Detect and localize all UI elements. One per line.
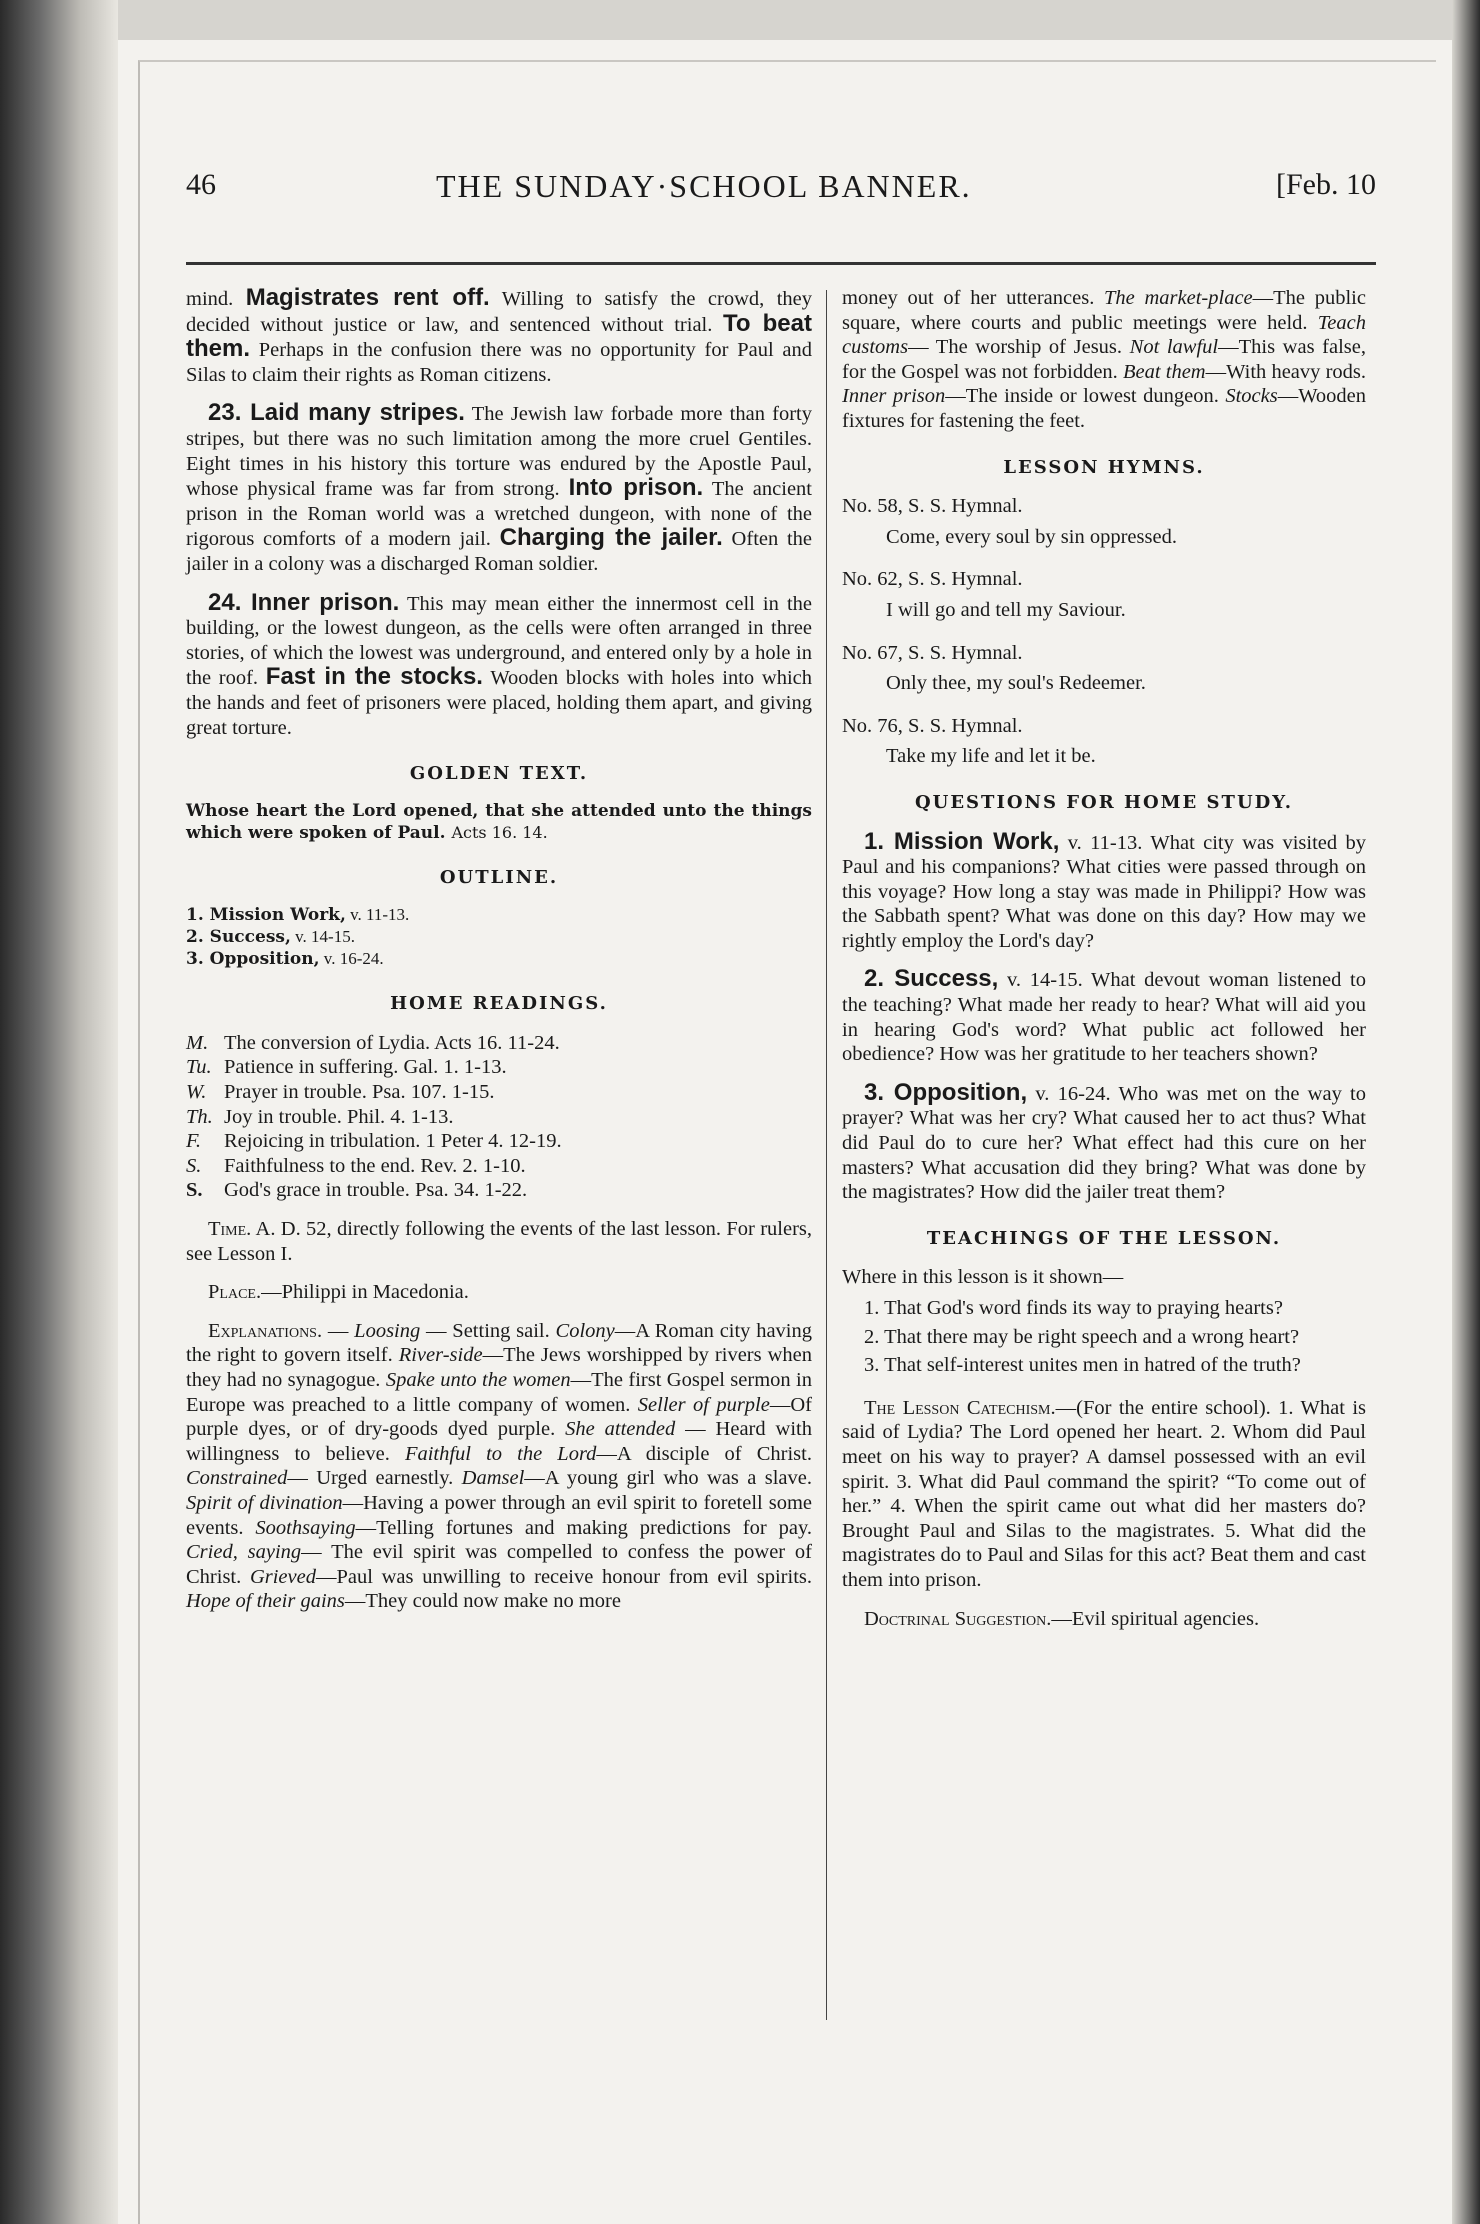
gloss-term: Beat them [1123,360,1206,383]
outline-heading: OUTLINE. [439,866,559,888]
question-block [842,1078,1366,1205]
doctrinal-label: Doctrinal Suggestion. [864,1607,1052,1630]
gloss-definition: —A young girl who was a slave. [524,1467,812,1490]
verse-heading: Magistrates rent off. [245,284,490,311]
column-divider [826,290,827,2020]
reading-row [186,1154,812,1179]
gloss-definition: —The inside or lowest dungeon. [945,385,1226,408]
hymn-title: Come, every soul by sin oppressed. [886,525,1177,548]
question-ref: v. 11-13. [1059,831,1143,854]
verse-heading: Fast in the stocks. [265,663,483,691]
gloss-definition: — Urged earnestly. [287,1467,462,1490]
reading-row [186,1055,812,1080]
text-run: Wooden blocks with holes into which the hands and feet of prisoners were placed, holding them apart, and giving great torture. [186,667,813,739]
doctrinal-text: —Evil spiritual agencies. [1051,1607,1260,1630]
text-run: This may mean either the innermost cell in the building, or the lowest dungeon, as the cells were often arranged in three stories, of which the lowest was underground, and entered only by a hole in the roof. [186,592,812,690]
place-paragraph [186,1280,812,1305]
outline-label: 1. Mission Work, [186,905,346,926]
reading-row [186,1031,812,1056]
text-run: Often the jailer in a colony was a discharged Roman soldier. [186,528,812,575]
gloss-definition: —They could now make no more [344,1590,621,1613]
gloss-term: Damsel [461,1467,525,1490]
gloss-term: The market-place [1104,287,1253,309]
question-text: What city was visited by Paul and his companions? What cities were passed through on this voyage? How long a stay was made in Philippi? How was the Sabbath spent? What was done on this day? How may we rightly employ the Lord's day? [842,831,1366,952]
question-heading: 3. Opposition, [864,1078,1028,1106]
verse-heading: 23. Laid many stripes. [208,399,465,427]
gloss-definition: — Heard with willingness to believe. [186,1418,812,1465]
explanations-paragraph [186,1319,812,1614]
gloss-definition: —Paul was unwilling to receive honour from evil spirits. [315,1565,813,1588]
commentary-paragraph-23 [186,401,812,576]
text-run: The ancient prison in the Roman world was a wretched dungeon, with none of the rigorous comforts of a modern jail. [186,478,812,551]
catechism-label: The Lesson Catechism. [864,1396,1056,1419]
text-run: Perhaps in the confusion there was no opportunity for Paul and Silas to claim their rights as Roman citizens. [186,339,812,386]
questions-heading: QUESTIONS FOR HOME STUDY. [914,791,1294,813]
reading-text: Prayer in trouble. Psa. 107. 1-15. [224,1081,495,1104]
gloss-definition: —Wooden fixtures for fastening the feet. [842,385,1366,432]
question-ref: v. 16-24. [1027,1082,1111,1105]
page-number: 46 [186,168,216,201]
reading-text: God's grace in trouble. Psa. 34. 1-22. [224,1179,528,1202]
reading-text: Patience in suffering. Gal. 1. 1-13. [224,1056,507,1079]
golden-text [186,801,812,844]
gloss-term: Spirit of divination [186,1491,343,1514]
reading-row [186,1105,812,1130]
time-text: A. D. 52, directly following the events of the last lesson. For rulers, see Lesson I. [186,1218,812,1265]
question-text: Who was met on the way to prayer? What was her cry? What caused her to act thus? What did Paul do to cure her? What effect had this cure on her masters? What accusation did they bring? What was done by the magistrates? How did the jailer treat them? [842,1082,1366,1204]
text-run: mind. [186,288,246,310]
reading-day: S. [186,1154,202,1177]
gloss-term: Spake unto the women [385,1369,571,1391]
header-rule [186,262,1376,265]
question-block [842,967,1366,1066]
gloss-definition: —The Jews worshipped by rivers when they had no synagogue. [186,1344,812,1391]
verse-heading: Into prison. [568,474,704,502]
teaching-item: 3. That self-interest unites men in hatred of the truth? [864,1354,1301,1377]
teachings-heading: TEACHINGS OF THE LESSON. [926,1227,1282,1249]
catechism-paragraph [842,1396,1366,1593]
issue-date: [Feb. 10 [1276,168,1376,201]
outline-ref: v. 11-13. [345,905,410,925]
place-label: Place. [208,1281,262,1304]
reading-row [186,1178,812,1203]
gloss-term: Seller of purple [637,1393,770,1416]
text-run: The Jewish law forbade more than forty stripes, but there was no such limitation among the more cruel Gentiles. Eight times in his history this torture was endured by the Apostle Paul, whose physical frame was far from strong. [186,403,812,501]
reading-day: F. [186,1130,202,1153]
golden-text-body: Whose heart the Lord opened, that she attended unto the things which were spoken of Paul. [186,800,812,843]
gloss-definition: —The public square, where courts and public meetings were held. [842,287,1366,334]
journal-title: THE SUNDAY·SCHOOL BANNER. [436,168,972,204]
gloss-term: Stocks [1225,385,1278,408]
gloss-term: Hope of their gains [186,1590,345,1613]
reading-day: Tu. [186,1056,212,1079]
text-run: Willing to satisfy the crowd, they decided without justice or law, and sentenced without trial. [186,288,812,336]
question-block [842,827,1366,954]
golden-text-heading: GOLDEN TEXT. [409,763,589,785]
hymn-number: No. 76, S. S. Hymnal. [842,714,1023,737]
reading-day: M. [186,1031,209,1054]
gloss-term: Not lawful [1129,336,1219,359]
question-heading: 1. Mission Work, [864,827,1060,855]
reading-day: W. [186,1081,207,1104]
hymn-title: I will go and tell my Saviour. [886,598,1126,621]
outline-ref: v. 14-15. [290,927,355,947]
commentary-paragraph-24 [186,588,813,741]
home-readings-list [186,1031,812,1203]
lesson-hymns-heading: LESSON HYMNS. [1003,456,1205,478]
hymn-number: No. 58, S. S. Hymnal. [842,495,1023,518]
gloss-definition: —A Roman city having the right to govern itself. [186,1319,812,1367]
outline-ref: v. 16-24. [319,949,384,969]
verse-heading: To beat them. [186,309,812,363]
reading-day: Th. [186,1105,213,1128]
gloss-term: Constrained [186,1467,288,1490]
commentary-paragraph-1 [186,286,812,387]
gloss-term: Explanations. [208,1319,323,1342]
gloss-definition: — The worship of Jesus. [908,336,1130,359]
right-column [842,286,1366,1645]
gloss-definition: —This was false, for the Gospel was not forbidden. [842,336,1366,383]
verse-heading: 24. Inner prison. [208,588,400,616]
reading-text: Rejoicing in tribulation. 1 Peter 4. 12-19. [224,1130,562,1153]
reading-text: Joy in trouble. Phil. 4. 1-13. [224,1105,454,1128]
reading-day: S. [186,1179,203,1202]
hymn-number: No. 62, S. S. Hymnal. [842,568,1023,591]
gloss-term: Colony [555,1319,615,1342]
hymn-title: Only thee, my soul's Redeemer. [886,672,1146,695]
gloss-definition: money out of her utterances. [842,287,1105,309]
verse-heading: Charging the jailer. [499,524,723,552]
gloss-term: Teach customs [842,311,1366,359]
outline-label: 2. Success, [186,927,291,948]
gloss-definition: — [322,1319,355,1342]
gloss-term: Faithful to the Lord [404,1442,597,1465]
scan-right-edge [1452,0,1480,2224]
gloss-definition: — The evil spirit was compelled to confess the power of Christ. [186,1541,812,1588]
golden-text-reference: Acts 16. 14. [451,822,548,842]
home-readings-heading: HOME READINGS. [390,993,608,1015]
running-header [186,168,1376,228]
gloss-definition: —Telling fortunes and making predictions for pay. [355,1516,812,1539]
question-heading: 2. Success, [864,965,999,993]
time-label: Time. [208,1218,252,1241]
place-text: —Philippi in Macedonia. [261,1281,469,1304]
gloss-definition: —With heavy rods. [1205,360,1366,383]
reading-text: Faithfulness to the end. Rev. 2. 1-10. [224,1154,526,1177]
catechism-text: —(For the entire school). 1. What is said of Lydia? The Lord opened her heart. 2. Whom did Paul meet on his way to prayer? A damsel possessed with an evil spirit. 3. What did Paul command the spirit? “To come out of her.” 4. When the spirit came out what did her masters do? Brought Paul and Silas to the magistrates. 5. What did the magistrates do to Paul and Silas for this act? Beat them and cast them into prison. [842,1396,1367,1591]
outline-list [186,904,812,970]
outline-label: 3. Opposition, [186,949,320,970]
teaching-item: 2. That there may be right speech and a wrong heart? [864,1325,1300,1348]
outline-item [186,926,812,948]
gloss-term: Inner prison [842,385,946,408]
outline-item [186,948,812,970]
doctrinal-paragraph [842,1607,1366,1632]
scan-binding-shadow [0,0,118,2224]
gloss-term: Loosing [354,1319,421,1342]
question-ref: v. 14-15. [998,969,1083,992]
gloss-term: She attended [565,1418,676,1441]
hymn-number: No. 67, S. S. Hymnal. [842,641,1023,664]
gloss-definition: —The first Gospel sermon in Europe was preached to a little company of women. [186,1369,813,1416]
reading-text: The conversion of Lydia. Acts 16. 11-24. [224,1031,560,1054]
outline-item [186,904,812,926]
explanations-continued [842,286,1366,434]
time-paragraph [186,1217,812,1266]
gloss-term: Cried, saying [186,1541,302,1564]
gloss-definition: — Setting sail. [420,1319,556,1342]
gloss-term: Grieved [249,1565,316,1588]
hymn-title: Take my life and let it be. [886,745,1096,768]
gloss-term: Soothsaying [255,1516,356,1539]
gloss-term: River-side [398,1344,483,1367]
reading-row [186,1129,812,1154]
gloss-definition: —Of purple dyes, or of dry-goods dyed purple. [186,1393,812,1441]
question-text: What devout woman listened to the teaching? What made her ready to hear? What will aid you in hearing God's word? What public act followed her obedience? How was her gratitude to her teachers shown? [842,969,1367,1066]
hymn-list [842,494,1366,769]
left-column [186,286,812,1628]
gloss-definition: —A disciple of Christ. [596,1442,812,1465]
reading-row [186,1080,812,1105]
teachings-intro: Where in this lesson is it shown— [842,1266,1124,1289]
teaching-item: 1. That God's word finds its way to praying hearts? [864,1297,1283,1319]
gloss-definition: —Having a power through an evil spirit to foretell some events. [186,1491,812,1539]
